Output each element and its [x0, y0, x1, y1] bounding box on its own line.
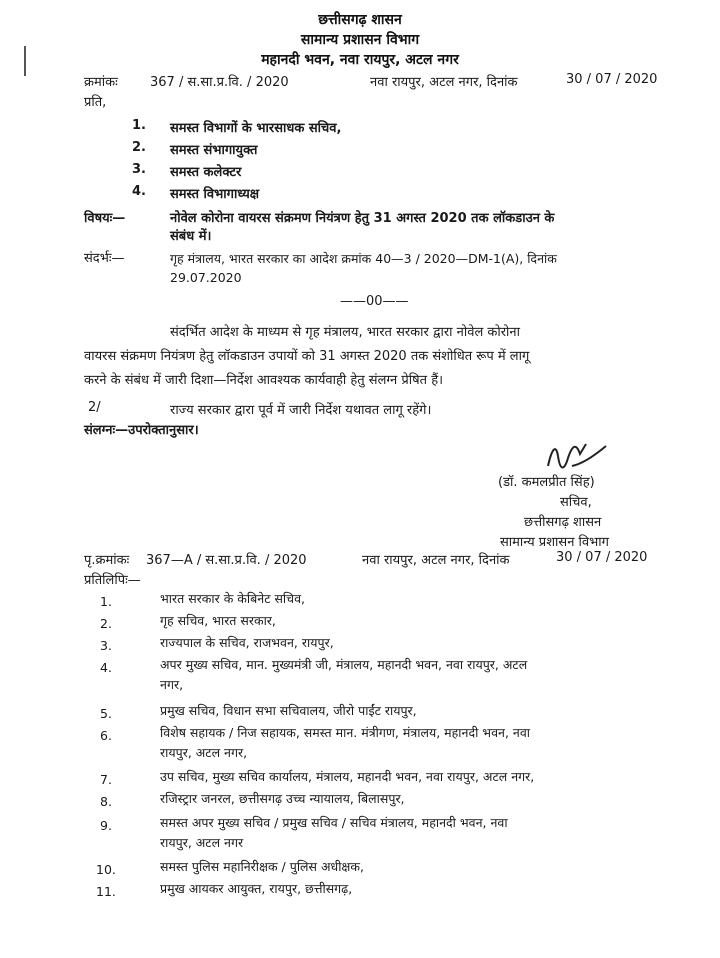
copy-text: रजिस्ट्रार जनरल, छत्तीसगढ़ उच्च न्यायालय, बिलासपुर,	[160, 791, 405, 806]
context-label: संदर्भः—	[84, 251, 125, 266]
copy-num: 10.	[96, 862, 116, 877]
copy-num: 9.	[100, 818, 112, 833]
body-para1-line3: करने के संबंध में जारी दिशा—निर्देश आवश्यक कार्यवाही हेतु संलग्न प्रेषित हैं।	[84, 373, 444, 388]
subject-line-2: संबंध में।	[170, 229, 212, 244]
signatory-government: छत्तीसगढ़ शासन	[524, 515, 602, 530]
copy-num: 3.	[100, 638, 112, 653]
body-para2-number: 2/	[88, 400, 101, 415]
reference-label: क्रमांकः	[84, 75, 118, 90]
reference-date: 30 / 07 / 2020	[566, 72, 658, 87]
copy-text: समस्त अपर मुख्य सचिव / प्रमुख सचिव / सचिव मंत्रालय, महानदी भवन, नवा	[160, 815, 508, 830]
recipient-num: 3.	[132, 162, 146, 177]
copy-text: विशेष सहायक / निज सहायक, समस्त मान. मंत्रीगण, मंत्रालय, महानदी भवन, नवा	[160, 725, 531, 740]
recipient-num: 2.	[132, 140, 146, 155]
divider: ——00——	[340, 294, 409, 309]
copy-num: 2.	[100, 616, 112, 631]
subject-label: विषयः—	[84, 211, 126, 226]
endorsement-label: पृ.क्रमांकः	[84, 553, 130, 568]
recipient-num: 1.	[132, 118, 146, 133]
copy-num: 7.	[100, 772, 112, 787]
copy-num: 6.	[100, 728, 112, 743]
copy-text: समस्त पुलिस महानिरीक्षक / पुलिस अधीक्षक,	[160, 859, 364, 874]
reference-number: 367 / स.सा.प्र.वि. / 2020	[150, 75, 289, 90]
reference-place: नवा रायपुर, अटल नगर, दिनांक	[370, 75, 518, 90]
letterhead-department: सामान्य प्रशासन विभाग	[300, 32, 420, 48]
copy-text-continued: नगर,	[160, 677, 184, 692]
recipient-text: समस्त कलेक्टर	[170, 165, 242, 180]
copy-num: 11.	[96, 884, 116, 899]
recipient-text: समस्त विभागाध्यक्ष	[170, 187, 260, 202]
context-line-2: 29.07.2020	[170, 270, 242, 285]
copy-text: गृह सचिव, भारत सरकार,	[160, 613, 276, 628]
copy-text: भारत सरकार के केबिनेट सचिव,	[160, 591, 306, 606]
endorsement-number: 367—A / स.सा.प्र.वि. / 2020	[146, 553, 307, 568]
endorsement-date: 30 / 07 / 2020	[556, 550, 648, 565]
recipient-num: 4.	[132, 184, 146, 199]
context-line-1: गृह मंत्रालय, भारत सरकार का आदेश क्रमांक 40—3 / 2020—DM-1(A), दिनांक	[170, 251, 557, 266]
copy-text: अपर मुख्य सचिव, मान. मुख्यमंत्री जी, मंत्रालय, महानदी भवन, नवा रायपुर, अटल	[160, 657, 528, 672]
letterhead-address: महानदी भवन, नवा रायपुर, अटल नगर	[261, 52, 459, 68]
copy-num: 4.	[100, 660, 112, 675]
subject-line-1: नोवेल कोरोना वायरस संक्रमण नियंत्रण हेतु 31 अगस्त 2020 तक लॉकडाउन के	[170, 211, 555, 226]
endorsement-place: नवा रायपुर, अटल नगर, दिनांक	[362, 553, 510, 568]
copy-num: 5.	[100, 706, 112, 721]
copy-label: प्रतिलिपिः—	[84, 573, 141, 588]
recipient-text: समस्त संभागायुक्त	[170, 143, 258, 158]
copy-text: राज्यपाल के सचिव, राजभवन, रायपुर,	[160, 635, 334, 650]
enclosure-note: संलग्नः—उपरोक्तानुसार।	[84, 423, 199, 438]
letterhead-state: छत्तीसगढ़ शासन	[318, 12, 402, 28]
copy-num: 8.	[100, 794, 112, 809]
signatory-title: सचिव,	[560, 495, 592, 510]
recipient-text: समस्त विभागों के भारसाधक सचिव,	[170, 121, 342, 136]
signatory-name: (डॉ. कमलप्रीत सिंह)	[498, 475, 595, 490]
copy-text: प्रमुख सचिव, विधान सभा सचिवालय, जीरो पाईंट रायपुर,	[160, 703, 417, 718]
body-para2-text: राज्य सरकार द्वारा पूर्व में जारी निर्देश यथावत लागू रहेंगे।	[170, 403, 432, 418]
body-para1-line2: वायरस संक्रमण नियंत्रण हेतु लॉकडाउन उपायों को 31 अगस्त 2020 तक संशोधित रूप में लागू	[84, 349, 530, 364]
copy-num: 1.	[100, 594, 112, 609]
copy-text-continued: रायपुर, अटल नगर,	[160, 745, 248, 760]
copy-text: उप सचिव, मुख्य सचिव कार्यालय, मंत्रालय, महानदी भवन, नवा रायपुर, अटल नगर,	[160, 769, 535, 784]
to-label: प्रति,	[84, 95, 107, 110]
copy-text-continued: रायपुर, अटल नगर	[160, 835, 244, 850]
copy-text: प्रमुख आयकर आयुक्त, रायपुर, छत्तीसगढ़,	[160, 881, 353, 896]
signatory-department: सामान्य प्रशासन विभाग	[500, 535, 609, 550]
body-para1-line1: संदर्भित आदेश के माध्यम से गृह मंत्रालय, भारत सरकार द्वारा नोवेल कोरोना	[170, 325, 521, 340]
